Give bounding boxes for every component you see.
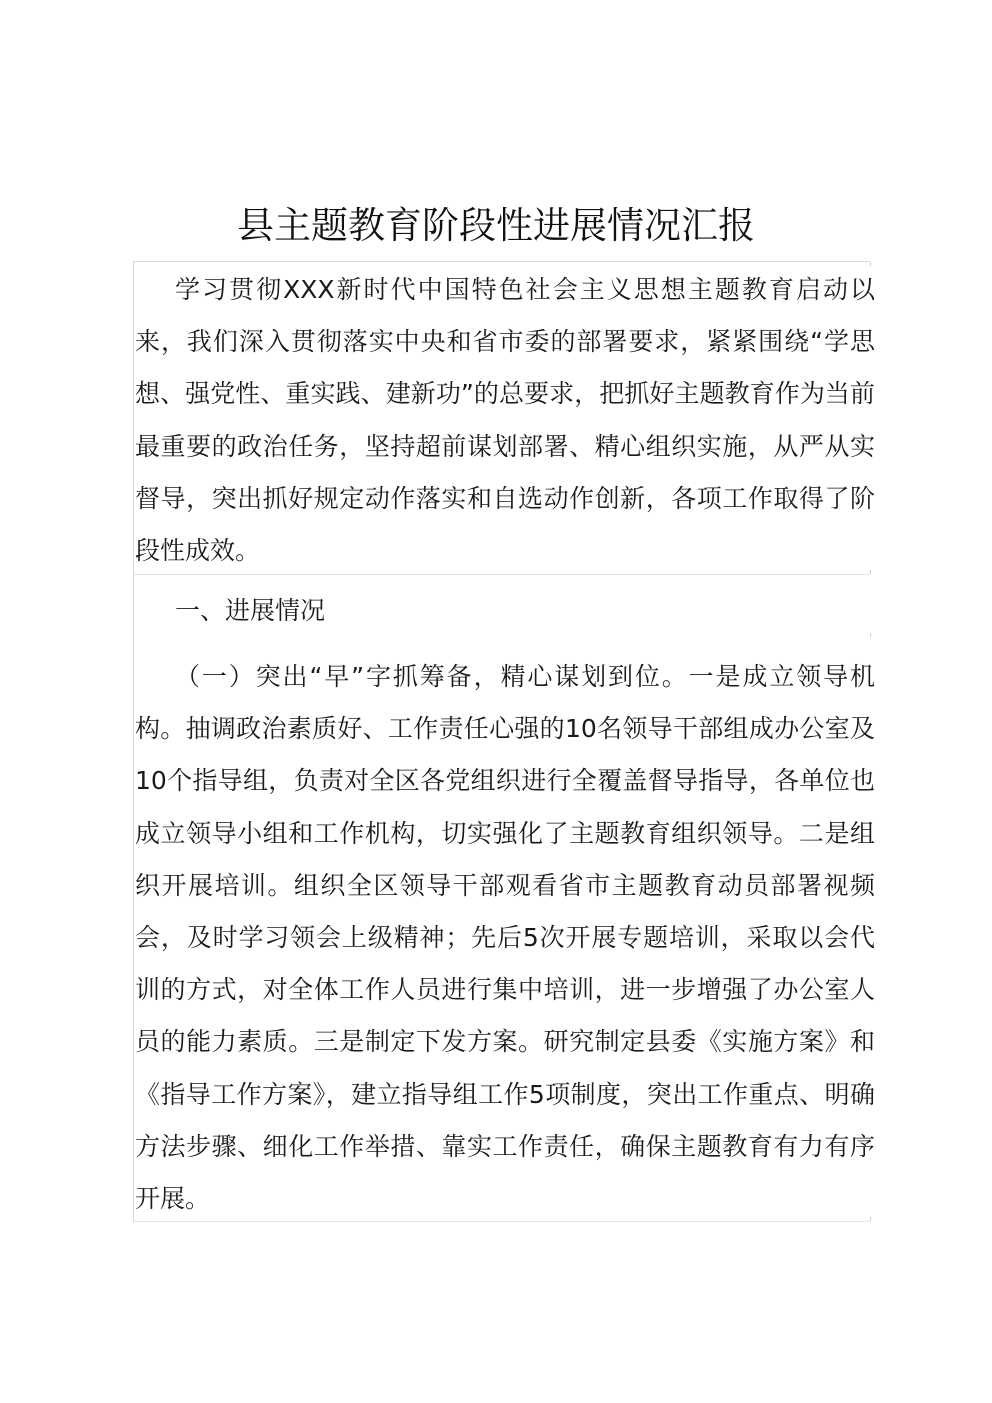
intro-paragraph: 学习贯彻XXX新时代中国特色社会主义思想主题教育启动以来，我们深入贯彻落实中央和省市委的部署要求，紧紧围绕“学思想、强党性、重实践、建新功”的总要求，把抓好主题教育作为当前最重要的政治任务，坚持超前谋划部署、精心组织实施，从严从实督导，突出抓好规定动作落实和自选动作创新，各项工作取得了阶段性成效。 bbox=[135, 275, 875, 566]
section-heading: 一、进展情况 bbox=[175, 596, 326, 625]
document-title: 县主题教育阶段性进展情况汇报 bbox=[237, 203, 755, 247]
body-paragraph: （一）突出“早”字抓筹备，精心谋划到位。一是成立领导机构。抽调政治素质好、工作责任心强的10名领导干部组成办公室及10个指导组，负责对全区各党组织进行全覆盖督导指导，各单位也成立领导小组和工作机构，切实强化了主题教育组织领导。二是组织开展培训。组织全区领导干部观看省市主题教育动员部署视频会，及时学习领会上级精神；先后5次开展专题培训，采取以会代训的方式，对全体工作人员进行集中培训，进一步增强了办公室人员的能力素质。三是制定下发方案。研究制定县委《实施方案》和《指导工作方案》，建立指导组工作5项制度，突出工作重点、明确方法步骤、细化工作举措、靠实工作责任，确保主题教育有力有序开展。 bbox=[135, 662, 875, 1214]
